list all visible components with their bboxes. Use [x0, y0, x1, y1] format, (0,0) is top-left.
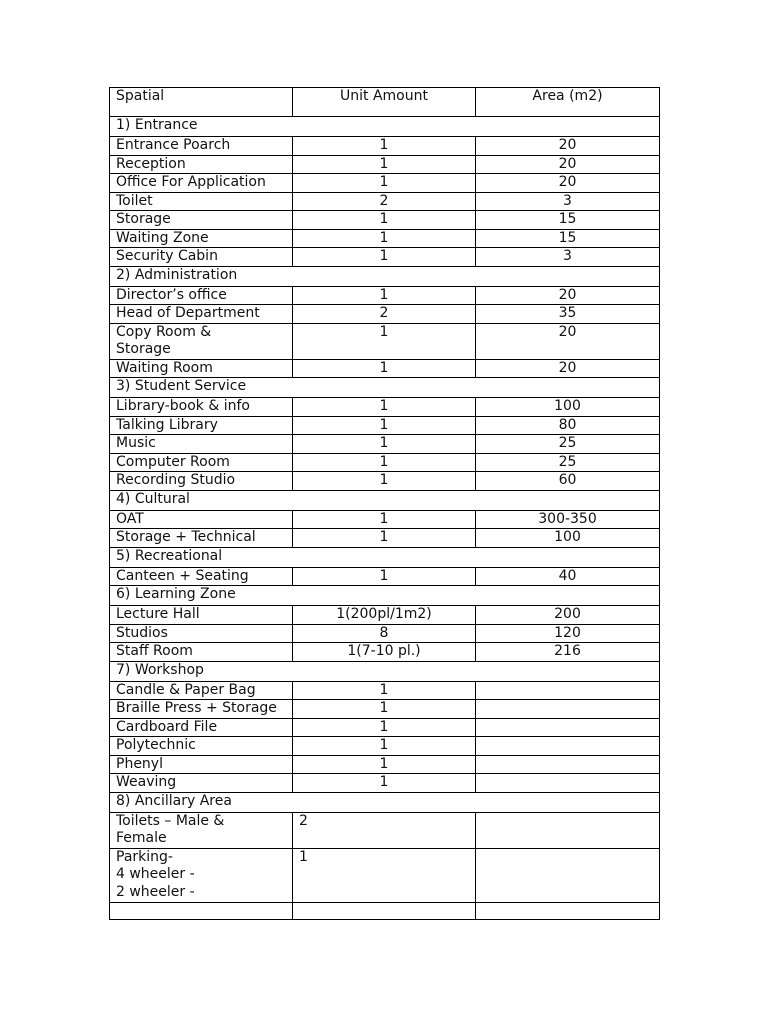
- table-row: [110, 643, 660, 662]
- area-cell: 200: [476, 606, 660, 625]
- unit-amount-cell: 1: [293, 737, 476, 756]
- space-name-cell: Director’s office: [110, 286, 293, 305]
- unit-amount-cell: 2: [293, 305, 476, 324]
- area-cell: 3: [476, 192, 660, 211]
- section-row: [110, 490, 660, 510]
- section-title: 1) Entrance: [110, 117, 660, 137]
- table-row: [110, 286, 660, 305]
- unit-amount-cell: 1: [293, 229, 476, 248]
- table-row: [110, 606, 660, 625]
- space-name-cell: Staff Room: [110, 643, 293, 662]
- area-cell: 35: [476, 305, 660, 324]
- area-cell: 60: [476, 472, 660, 491]
- table-row: [110, 305, 660, 324]
- space-name-cell: Recording Studio: [110, 472, 293, 491]
- space-name-cell: Weaving: [110, 774, 293, 793]
- area-cell: 25: [476, 453, 660, 472]
- space-name-cell: Studios: [110, 624, 293, 643]
- area-cell: 20: [476, 286, 660, 305]
- unit-amount-cell: 1: [293, 453, 476, 472]
- table-row: [110, 174, 660, 193]
- area-cell: [476, 755, 660, 774]
- table-row: [110, 398, 660, 417]
- area-cell: 3: [476, 248, 660, 267]
- section-row: [110, 586, 660, 606]
- table-row: [110, 229, 660, 248]
- unit-amount-cell: 1: [293, 137, 476, 156]
- table-row: [110, 624, 660, 643]
- section-row: [110, 547, 660, 567]
- table-row: [110, 453, 660, 472]
- space-name-cell: Candle & Paper Bag: [110, 681, 293, 700]
- section-title: 8) Ancillary Area: [110, 792, 660, 812]
- table-row: [110, 700, 660, 719]
- table-row: [110, 155, 660, 174]
- area-cell: 15: [476, 229, 660, 248]
- unit-amount-cell: 1(7-10 pl.): [293, 643, 476, 662]
- section-row: [110, 661, 660, 681]
- space-name-cell: Lecture Hall: [110, 606, 293, 625]
- area-cell: 120: [476, 624, 660, 643]
- section-row: [110, 117, 660, 137]
- empty-cell: [293, 902, 476, 919]
- section-title: 7) Workshop: [110, 661, 660, 681]
- space-name-cell: Cardboard File: [110, 718, 293, 737]
- section-title: 5) Recreational: [110, 547, 660, 567]
- unit-amount-cell: 1: [293, 174, 476, 193]
- area-cell: 100: [476, 529, 660, 548]
- table-row: [110, 359, 660, 378]
- area-cell: 25: [476, 435, 660, 454]
- area-cell: [476, 718, 660, 737]
- area-cell: 100: [476, 398, 660, 417]
- unit-amount-cell: 1: [293, 323, 476, 359]
- space-name-cell: Computer Room: [110, 453, 293, 472]
- unit-amount-cell: 1: [293, 718, 476, 737]
- area-cell: 300-350: [476, 510, 660, 529]
- area-cell: 15: [476, 211, 660, 230]
- unit-amount-cell: 1: [293, 416, 476, 435]
- unit-amount-cell: 1(200pl/1m2): [293, 606, 476, 625]
- section-title: 6) Learning Zone: [110, 586, 660, 606]
- space-name-cell: Security Cabin: [110, 248, 293, 267]
- table-row: [110, 848, 660, 902]
- space-name-cell: Phenyl: [110, 755, 293, 774]
- section-title: 3) Student Service: [110, 378, 660, 398]
- unit-amount-cell: 2: [293, 812, 476, 848]
- unit-amount-cell: 1: [293, 359, 476, 378]
- section-row: [110, 378, 660, 398]
- table-row: [110, 435, 660, 454]
- space-name-cell: Waiting Room: [110, 359, 293, 378]
- area-cell: 20: [476, 174, 660, 193]
- area-cell: [476, 812, 660, 848]
- table-row: [110, 510, 660, 529]
- space-name-cell: Waiting Zone: [110, 229, 293, 248]
- area-cell: 80: [476, 416, 660, 435]
- table-row: [110, 567, 660, 586]
- unit-amount-cell: 1: [293, 848, 476, 902]
- unit-amount-cell: 1: [293, 567, 476, 586]
- table-row: [110, 529, 660, 548]
- unit-amount-cell: 1: [293, 248, 476, 267]
- space-name-cell: Braille Press + Storage: [110, 700, 293, 719]
- unit-amount-cell: 1: [293, 681, 476, 700]
- unit-amount-cell: 1: [293, 398, 476, 417]
- space-name-cell: Polytechnic: [110, 737, 293, 756]
- space-name-cell: OAT: [110, 510, 293, 529]
- header-row: [110, 88, 660, 117]
- table-row: [110, 718, 660, 737]
- space-name-cell: Talking Library: [110, 416, 293, 435]
- unit-amount-cell: 1: [293, 774, 476, 793]
- table-row: [110, 248, 660, 267]
- unit-amount-cell: 1: [293, 529, 476, 548]
- area-cell: 20: [476, 137, 660, 156]
- space-name-cell: Parking- 4 wheeler - 2 wheeler -: [110, 848, 293, 902]
- unit-amount-cell: 1: [293, 472, 476, 491]
- area-cell: 20: [476, 359, 660, 378]
- table-row: [110, 812, 660, 848]
- space-name-cell: Copy Room & Storage: [110, 323, 293, 359]
- section-row: [110, 792, 660, 812]
- table-row: [110, 774, 660, 793]
- unit-amount-cell: 1: [293, 435, 476, 454]
- table-row: [110, 192, 660, 211]
- unit-amount-cell: 8: [293, 624, 476, 643]
- unit-amount-cell: 1: [293, 510, 476, 529]
- section-title: 4) Cultural: [110, 490, 660, 510]
- unit-amount-cell: 1: [293, 211, 476, 230]
- table-row: [110, 472, 660, 491]
- space-name-cell: Music: [110, 435, 293, 454]
- table-row: [110, 681, 660, 700]
- section-row: [110, 266, 660, 286]
- area-cell: 20: [476, 323, 660, 359]
- area-cell: 216: [476, 643, 660, 662]
- area-cell: [476, 848, 660, 902]
- table-row: [110, 137, 660, 156]
- unit-amount-cell: 1: [293, 286, 476, 305]
- space-name-cell: Storage + Technical: [110, 529, 293, 548]
- area-cell: [476, 774, 660, 793]
- header-area: Area (m2): [476, 88, 660, 117]
- table-row: [110, 211, 660, 230]
- space-program-table: [109, 87, 660, 920]
- space-name-cell: Entrance Poarch: [110, 137, 293, 156]
- space-name-cell: Canteen + Seating: [110, 567, 293, 586]
- empty-cell: [110, 902, 293, 919]
- space-name-cell: Storage: [110, 211, 293, 230]
- area-cell: [476, 681, 660, 700]
- unit-amount-cell: 1: [293, 755, 476, 774]
- empty-row: [110, 902, 660, 919]
- header-spatial: Spatial: [110, 88, 293, 117]
- table-row: [110, 416, 660, 435]
- unit-amount-cell: 1: [293, 155, 476, 174]
- unit-amount-cell: 2: [293, 192, 476, 211]
- section-title: 2) Administration: [110, 266, 660, 286]
- empty-cell: [476, 902, 660, 919]
- table-row: [110, 755, 660, 774]
- area-cell: [476, 700, 660, 719]
- table-row: [110, 323, 660, 359]
- table-body: [110, 88, 660, 920]
- space-name-cell: Toilet: [110, 192, 293, 211]
- space-name-cell: Head of Department: [110, 305, 293, 324]
- area-cell: 20: [476, 155, 660, 174]
- space-name-cell: Library-book & info: [110, 398, 293, 417]
- space-name-cell: Reception: [110, 155, 293, 174]
- header-unit-amount: Unit Amount: [293, 88, 476, 117]
- area-cell: [476, 737, 660, 756]
- space-name-cell: Toilets – Male & Female: [110, 812, 293, 848]
- area-cell: 40: [476, 567, 660, 586]
- unit-amount-cell: 1: [293, 700, 476, 719]
- table-row: [110, 737, 660, 756]
- space-name-cell: Office For Application: [110, 174, 293, 193]
